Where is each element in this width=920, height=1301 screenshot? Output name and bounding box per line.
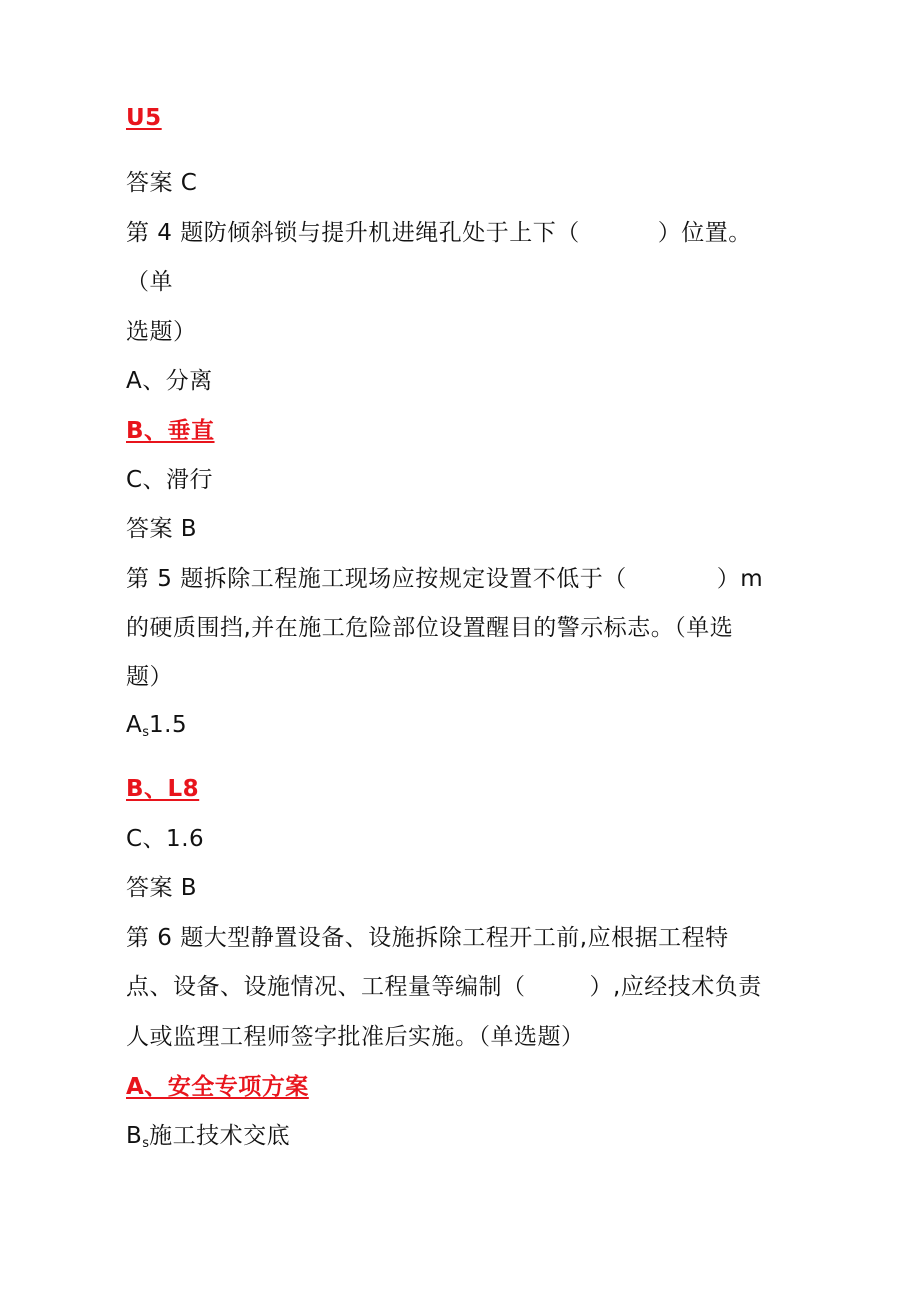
question-type-text: 选题） xyxy=(126,319,197,345)
question-4-option-b-correct xyxy=(126,416,215,446)
option-subscript: s xyxy=(142,1136,150,1151)
question-6-option-a-correct xyxy=(126,1072,309,1102)
question-text: ）m xyxy=(716,566,764,592)
option-text: A、安全专项方案 xyxy=(126,1074,309,1100)
answer-line xyxy=(126,168,197,198)
option-letter: B xyxy=(126,1123,143,1149)
question-text: 的硬质围挡,并在施工危险部位设置醒目的警示标志。（单选 xyxy=(126,615,734,641)
answer-text: 答案 B xyxy=(126,516,198,542)
option-text: C、1.6 xyxy=(126,826,205,852)
question-5-option-c xyxy=(126,824,204,854)
question-text: 第 4 题防倾斜锁与提升机进绳孔处于上下（ xyxy=(126,220,580,246)
question-5-answer xyxy=(126,873,197,903)
option-text: B、垂直 xyxy=(126,418,215,444)
question-4-option-c xyxy=(126,465,213,495)
option-text: B、L8 xyxy=(126,776,200,802)
question-6-line-2 xyxy=(126,972,762,1002)
question-4-option-a xyxy=(126,366,213,396)
question-text: 第 5 题拆除工程施工现场应按规定设置不低于（ xyxy=(126,566,627,592)
question-6-line-1 xyxy=(126,923,729,953)
option-text: 施工技术交底 xyxy=(149,1123,291,1149)
option-text: U5 xyxy=(126,105,162,131)
question-5-line-2 xyxy=(126,613,733,643)
option-text: 1.5 xyxy=(149,712,188,738)
question-type-text: （单 xyxy=(126,269,173,295)
answer-text: 答案 B xyxy=(126,875,198,901)
question-5-line-3 xyxy=(126,662,173,692)
question-type-text: 题） xyxy=(126,664,173,690)
answer-text: 答案 C xyxy=(126,170,198,196)
question-text: ）位置。 xyxy=(657,220,752,246)
question-4-answer xyxy=(126,514,197,544)
question-5-option-b-correct xyxy=(126,774,199,804)
question-4-line-1 xyxy=(126,218,752,248)
option-text: A、分离 xyxy=(126,368,213,394)
question-4-line-2 xyxy=(126,267,173,297)
question-text: 第 6 题大型静置设备、设施拆除工程开工前,应根据工程特 xyxy=(126,925,729,951)
prev-correct-option xyxy=(126,103,162,133)
question-text: ）,应经技术负责 xyxy=(589,974,762,1000)
option-subscript: s xyxy=(142,725,150,740)
option-text: C、滑行 xyxy=(126,467,214,493)
question-5-line-1 xyxy=(126,564,763,594)
question-4-line-3 xyxy=(126,317,197,347)
option-letter: A xyxy=(126,712,143,738)
question-6-line-3 xyxy=(126,1022,585,1052)
question-5-option-a xyxy=(126,710,187,748)
question-text: 人或监理工程师签字批准后实施。（单选题） xyxy=(126,1024,585,1050)
question-6-option-b xyxy=(126,1121,290,1159)
question-text: 点、设备、设施情况、工程量等编制（ xyxy=(126,974,526,1000)
